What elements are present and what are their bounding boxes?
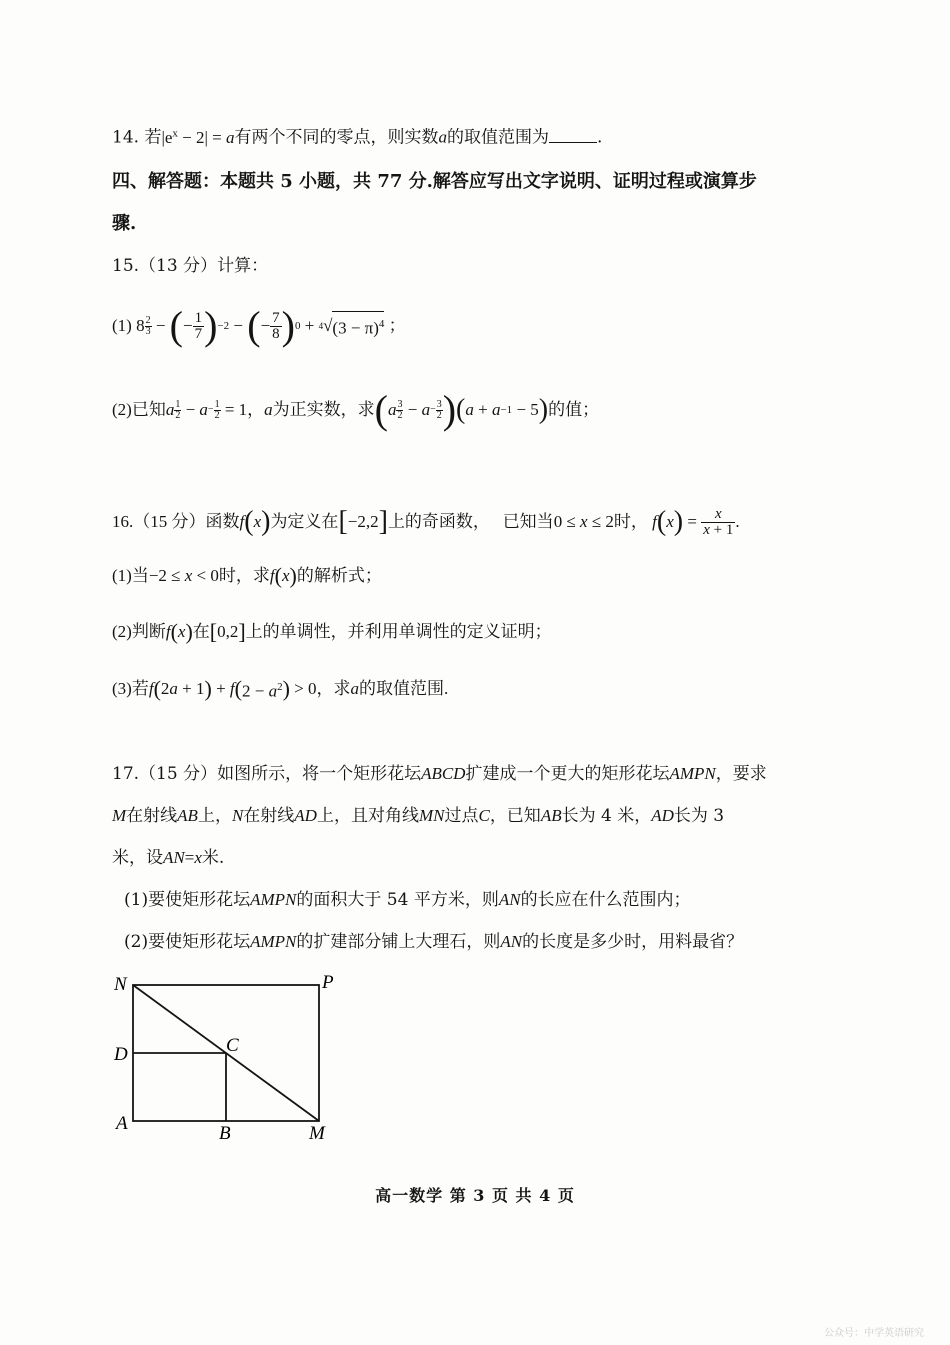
label-M: M — [309, 1123, 325, 1144]
question-17-line-3: 米，设AN=x米. — [112, 848, 225, 868]
label-P: P — [322, 972, 334, 993]
q14-equation: $|e^x - 2| = a$ — [161, 127, 235, 147]
watermark: 公众号：中学英语研究 — [824, 1328, 924, 1339]
section-heading: 四、解答题：本题共 5 小题，共 77 分.解答应写出文字说明、证明过程或演算步 — [112, 171, 757, 192]
section-heading-cont: 骤. — [112, 213, 137, 234]
answer-blank — [549, 126, 597, 143]
label-D: D — [114, 1044, 128, 1065]
question-17-line-2: M在射线AB上，N在射线AD上，且对角线MN过点C，已知AB长为 4 米，AD长为 3 — [112, 806, 725, 826]
label-A: A — [116, 1113, 128, 1134]
page-footer: 高一数学 第 3 页 共 4 页 — [375, 1186, 575, 1205]
question-16-part-1: (1)当 −2 ≤ x < 0 时，求 f ( x ) 的解析式； — [112, 563, 382, 588]
question-16-part-3: (3)若 f ( 2a + 1 ) + f ( $2 - a^2$ ) > 0 ，求 a 的取值范围. — [112, 676, 449, 701]
question-17-part-1: (1)要使矩形花坛AMPN的面积大于 54 平方米，则AN的长应在什么范围内； — [124, 890, 691, 910]
question-16-head: 16.（15 分）函数 f ( x ) 为定义在 [ −2,2 ] 上的奇函数， 已知当 0 ≤ x ≤ 2 时， f ( x ) = $\frac{x}{x + 1}$ . — [112, 505, 740, 538]
question-15-head: 15.（13 分）计算： — [112, 256, 269, 276]
rectangle-figure — [100, 965, 350, 1150]
question-17-part-2: (2)要使矩形花坛AMPN的扩建部分铺上大理石，则AN的长度是多少时，用料最省？ — [124, 932, 744, 952]
label-N: N — [114, 974, 127, 995]
question-15-part-2: (2)已知 a 1 2 − a − $\frac{1}{2}$ = 1 ， a 为正实数，求 ( a 3 2 − a − $\frac{3}{2}$ ) ( a + a −1 − 5 ) 的值； — [112, 387, 600, 432]
label-C: C — [226, 1035, 239, 1056]
question-17-line-1: 17.（15 分）如图所示，将一个矩形花坛ABCD扩建成一个更大的矩形花坛AMPN，要求 — [112, 764, 767, 784]
label-B: B — [219, 1123, 231, 1144]
question-16-part-2: (2)判断 f ( x ) 在 [ 0,2 ] 上的单调性，并利用单调性的定义证明； — [112, 619, 552, 644]
question-14: 14. 若$|e^x - 2| = a$有两个不同的零点，则实数a的取值范围为 . — [112, 127, 603, 148]
question-15-part-1: (1) 8 2 3 − ( − $\frac{1}{7}$ ) −2 − ( − $\frac{7}{8}$ ) 0 + 4 √ $(3 - \pi)^4$ ； — [112, 303, 406, 348]
